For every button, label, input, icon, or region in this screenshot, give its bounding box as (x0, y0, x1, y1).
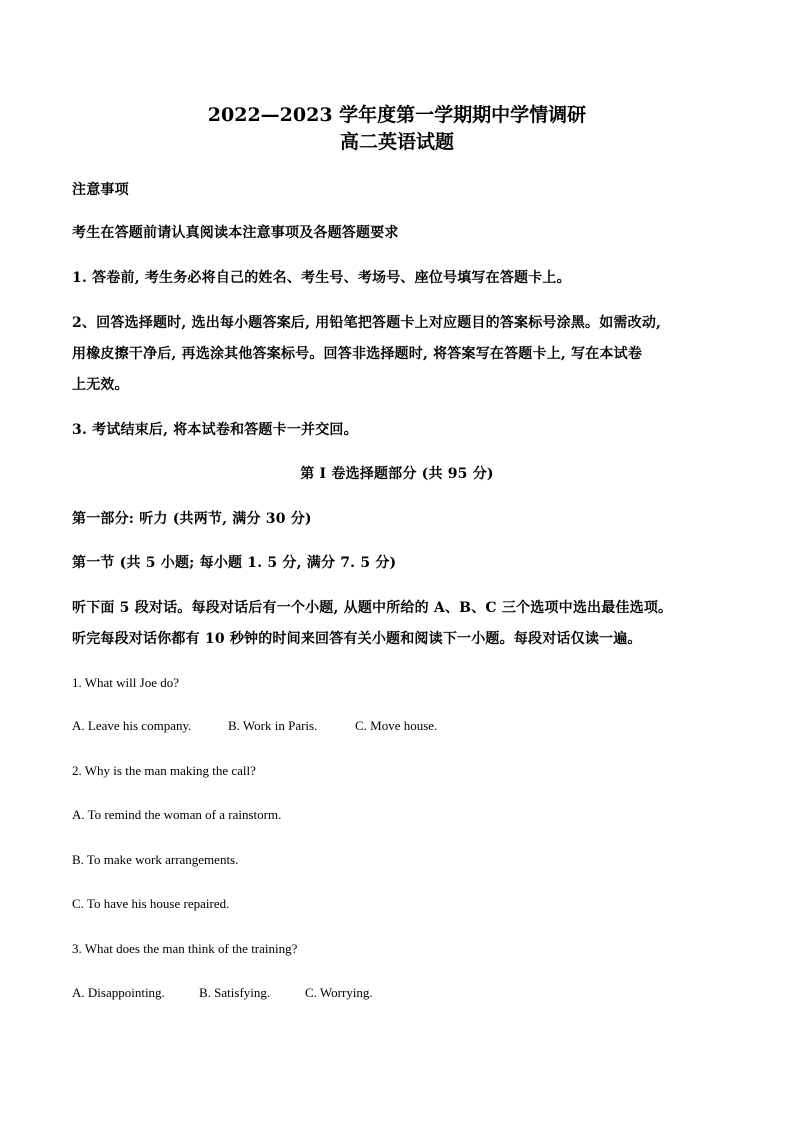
notes-heading: 注意事项 (72, 182, 129, 198)
question-1-option-c: C. Move house. (355, 718, 438, 733)
exam-title: 2022—2023 学年度第一学期期中学情调研 (207, 104, 587, 126)
question-2-stem: 2. Why is the man making the call? (72, 763, 256, 778)
question-1-stem: 1. What will Joe do? (72, 675, 179, 690)
question-1-option-b: B. Work in Paris. (228, 718, 318, 733)
question-1-option-a: A. Leave his company. (72, 718, 192, 733)
notes-item-2-line-3: 上无效。 (72, 377, 129, 393)
instructions-line-1: 听下面 5 段对话。每段对话后有一个小题, 从题中所给的 A、B、C 三个选项中选出最佳选项。 (72, 600, 673, 616)
question-3-option-a: A. Disappointing. (72, 985, 165, 1000)
subsection-heading: 第一节 (共 5 小题; 每小题 1. 5 分, 满分 7. 5 分) (72, 555, 397, 571)
question-3-option-c: C. Worrying. (305, 985, 373, 1000)
notes-item-2-line-1: 2、回答选择题时, 选出每小题答案后, 用铅笔把答题卡上对应题目的答案标号涂黑。如需改动, (72, 315, 662, 331)
question-2-option-c: C. To have his house repaired. (72, 896, 230, 911)
notes-item-2-line-2: 用橡皮擦干净后, 再选涂其他答案标号。回答非选择题时, 将答案写在答题卡上, 写在本试卷 (72, 346, 643, 362)
notes-intro: 考生在答题前请认真阅读本注意事项及各题答题要求 (72, 225, 399, 241)
exam-subtitle: 高二英语试题 (339, 131, 454, 153)
volume-heading: 第 I 卷选择题部分 (共 95 分) (300, 466, 494, 482)
question-3-option-b: B. Satisfying. (199, 985, 271, 1000)
notes-item-3: 3. 考试结束后, 将本试卷和答题卡一并交回。 (72, 422, 358, 438)
instructions-line-2: 听完每段对话你都有 10 秒钟的时间来回答有关小题和阅读下一小题。每段对话仅读一遍。 (72, 631, 642, 647)
question-2-option-a: A. To remind the woman of a rainstorm. (72, 807, 282, 822)
question-3-stem: 3. What does the man think of the training? (72, 941, 298, 956)
notes-item-1: 1. 答卷前, 考生务必将自己的姓名、考生号、考场号、座位号填写在答题卡上。 (72, 270, 571, 286)
part-heading: 第一部分: 听力 (共两节, 满分 30 分) (72, 511, 312, 527)
question-2-option-b: B. To make work arrangements. (72, 852, 239, 867)
